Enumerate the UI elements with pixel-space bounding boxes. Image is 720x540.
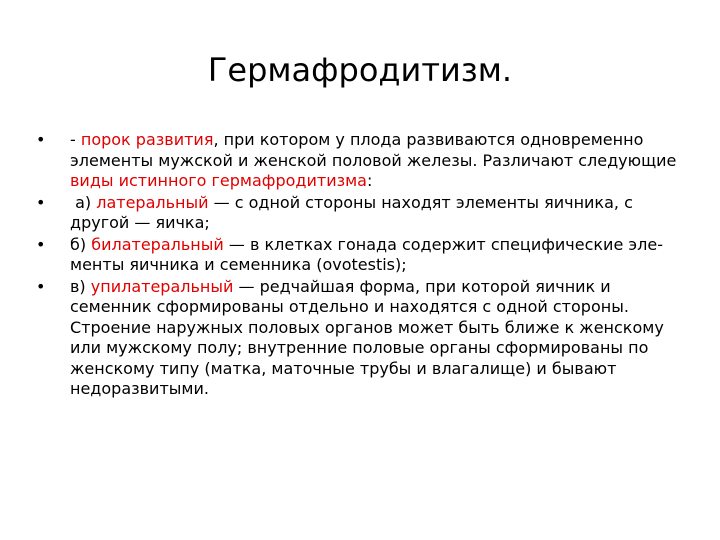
list-item [36,277,686,400]
text-run: в) [70,276,91,296]
list-item [36,193,686,234]
text-run: — в клетках гонада содержит специфические эле-менты яичника и семенника (ovotestis); [70,234,664,274]
slide-title: Гермафродитизм. [207,51,513,89]
text-run: а) [70,192,97,212]
bullet-icon: • [36,276,46,296]
text-run: - [70,130,81,149]
list-item [36,130,686,192]
highlighted-term: порок развития [80,130,214,149]
bullet-icon: • [36,130,46,149]
bullet-icon: • [36,234,46,254]
highlighted-term: упилатеральный [90,276,234,296]
text-run: , при котором у плода развиваются одновременно элементы мужской и женской половой железы. Различают следующие [70,130,677,170]
bullet-text [70,130,676,190]
highlighted-term: билатеральный [91,234,224,254]
bullet-text [70,277,664,399]
bullet-text [70,193,633,233]
bullet-text [70,235,663,275]
highlighted-term: виды истинного гермафродитизма [70,171,367,190]
text-run: : [366,171,373,190]
text-run: — редчайшая форма, при которой яичник и семенник сформированы отдельно и находятся с одной стороны. Строение наружных половых органов может быть ближе к женскому или мужскому полу; внутренние половые органы сформированы по женскому типу (матка, маточные трубы и влагалище) и бывают недоразвитыми. [70,276,664,398]
text-run: — с одной стороны находят элементы яичника, с другой — яичка; [70,192,633,232]
text-run: б) [70,234,92,254]
bullet-icon: • [36,192,46,212]
highlighted-term: латеральный [96,192,209,212]
list-item [36,235,686,276]
bullet-list [36,130,686,401]
